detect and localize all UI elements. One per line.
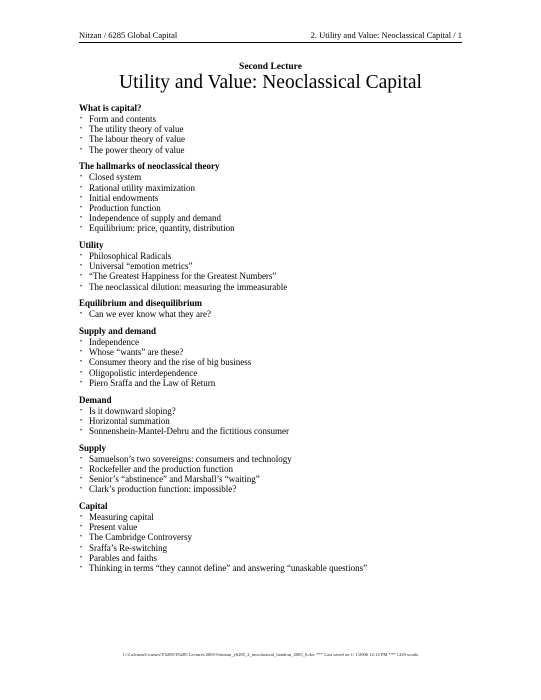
list-item-text: Consumer theory and the rise of big business xyxy=(89,357,252,368)
list-item xyxy=(79,553,469,563)
list-item xyxy=(79,563,469,573)
bullet-icon: • xyxy=(80,136,83,143)
bullet-icon: • xyxy=(80,524,83,531)
list-item xyxy=(79,347,469,357)
outline-section xyxy=(79,501,469,573)
bullet-list xyxy=(79,406,469,437)
bullet-icon: • xyxy=(80,565,83,571)
bullet-list xyxy=(79,114,469,155)
bullet-icon: • xyxy=(80,513,83,520)
outline-section xyxy=(79,326,469,388)
header-right: 2. Utility and Value: Neoclassical Capital / 1 xyxy=(310,30,462,40)
bullet-icon: • xyxy=(80,194,83,201)
bullet-icon: • xyxy=(80,116,83,122)
section-heading: Demand xyxy=(79,394,112,405)
bullet-icon: • xyxy=(80,273,83,280)
list-item-text: Production function xyxy=(89,202,161,213)
list-item-text: Rockefeller and the production function xyxy=(89,463,233,474)
bullet-icon: • xyxy=(80,427,83,434)
list-item xyxy=(79,213,469,223)
bullet-list xyxy=(79,337,469,388)
list-item-text: Whose “wants” are these? xyxy=(89,347,184,358)
list-item xyxy=(79,134,469,144)
outline-section xyxy=(79,443,469,495)
outline-section xyxy=(79,395,469,437)
bullet-icon: • xyxy=(80,263,83,270)
list-item xyxy=(79,114,469,124)
outline-content xyxy=(79,103,469,580)
list-item xyxy=(79,337,469,347)
list-item-text: Independence of supply and demand xyxy=(89,213,221,224)
list-item-text: The Cambridge Controversy xyxy=(89,532,192,543)
list-item-text: Is it downward sloping? xyxy=(89,405,176,416)
list-item xyxy=(79,512,469,522)
section-heading: Supply xyxy=(79,442,107,453)
bullet-icon: • xyxy=(80,225,83,232)
list-item-text: The neoclassical dilution: measuring the immeasurable xyxy=(89,281,288,292)
bullet-list xyxy=(79,454,469,495)
list-item xyxy=(79,474,469,484)
bullet-icon: • xyxy=(80,184,83,191)
bullet-list xyxy=(79,512,469,573)
list-item-text: Sraffa’s Re-switching xyxy=(89,542,168,553)
list-item xyxy=(79,484,469,494)
page-header xyxy=(79,30,462,43)
list-item-text: Horizontal summation xyxy=(89,415,170,426)
list-item-text: Senior’s “abstinence” and Marshall’s “waiting” xyxy=(89,474,260,485)
list-item xyxy=(79,416,469,426)
list-item-text: Piero Sraffa and the Law of Return xyxy=(89,377,216,388)
list-item xyxy=(79,543,469,553)
bullet-icon: • xyxy=(80,126,83,133)
bullet-list xyxy=(79,172,469,233)
bullet-icon: • xyxy=(80,311,83,318)
list-item xyxy=(79,203,469,213)
list-item-text: Universal “emotion metrics” xyxy=(89,261,193,272)
bullet-icon: • xyxy=(80,417,83,424)
list-item-text: Measuring capital xyxy=(89,511,154,522)
list-item xyxy=(79,522,469,532)
list-item-text: Independence xyxy=(89,337,139,348)
list-item-text: Rational utility maximization xyxy=(89,182,195,193)
list-item xyxy=(79,378,469,388)
page-footer: C:\Calcium\Courses\Y6285\Y6285 Lectures 2005-6\nitzan_y6285_2_neoclassical_handout_2005_6.doc *** Last saved on 1/ 1/2006 12:14 PM *** 1229 words xyxy=(122,652,419,657)
outline-section xyxy=(79,298,469,319)
bullet-icon: • xyxy=(80,359,83,366)
list-item-text: Can we ever know what they are? xyxy=(89,309,211,320)
header-left: Nitzan / 6285 Global Capital xyxy=(79,30,178,40)
bullet-icon: • xyxy=(80,544,83,551)
bullet-icon: • xyxy=(80,174,83,181)
list-item-text: The utility theory of value xyxy=(89,124,184,135)
list-item-text: Thinking in terms “they cannot define” and answering “unaskable questions” xyxy=(89,563,368,573)
list-item xyxy=(79,357,469,367)
list-item-text: Initial endowments xyxy=(89,192,159,203)
bullet-icon: • xyxy=(80,455,83,462)
list-item xyxy=(79,145,469,155)
page-title: Utility and Value: Neoclassical Capital xyxy=(119,72,422,93)
section-heading: Supply and demand xyxy=(79,326,157,337)
list-item-text: Philosophical Radicals xyxy=(89,251,172,262)
list-item-text: “The Greatest Happiness for the Greatest Numbers” xyxy=(89,271,277,282)
list-item xyxy=(79,368,469,378)
list-item xyxy=(79,454,469,464)
bullet-icon: • xyxy=(80,486,83,493)
section-heading: Capital xyxy=(79,500,108,511)
bullet-icon: • xyxy=(80,369,83,376)
list-item-text: Oligopolistic interdependence xyxy=(89,367,198,378)
list-item-text: The power theory of value xyxy=(89,144,185,155)
list-item xyxy=(79,124,469,134)
bullet-icon: • xyxy=(80,349,83,356)
outline-section xyxy=(79,161,469,233)
list-item-text: Parables and faiths xyxy=(89,552,157,563)
bullet-icon: • xyxy=(80,283,83,290)
bullet-icon: • xyxy=(80,407,83,414)
bullet-icon: • xyxy=(80,146,83,153)
list-item-text: Equilibrium: price, quantity, distribution xyxy=(89,223,235,234)
list-item xyxy=(79,172,469,182)
list-item-text: The labour theory of value xyxy=(89,134,185,145)
outline-section xyxy=(79,103,469,155)
bullet-list xyxy=(79,309,469,319)
list-item xyxy=(79,532,469,542)
list-item-text: Samuelson’s two sovereigns: consumers and technology xyxy=(89,453,292,464)
list-item xyxy=(79,183,469,193)
bullet-icon: • xyxy=(80,339,83,346)
list-item xyxy=(79,464,469,474)
list-item xyxy=(79,282,469,292)
list-item xyxy=(79,406,469,416)
list-item-text: Form and contents xyxy=(89,114,156,124)
bullet-icon: • xyxy=(80,253,83,260)
list-item-text: Sonnenshein-Mantel-Debru and the fictitious consumer xyxy=(89,425,289,436)
list-item xyxy=(79,271,469,281)
list-item xyxy=(79,223,469,233)
list-item-text: Clark’s production function: impossible? xyxy=(89,484,237,495)
outline-section xyxy=(79,240,469,292)
bullet-icon: • xyxy=(80,476,83,483)
list-item xyxy=(79,309,469,319)
list-item-text: Present value xyxy=(89,522,138,533)
list-item-text: Closed system xyxy=(89,172,142,183)
list-item xyxy=(79,251,469,261)
lecture-subtitle: Second Lecture xyxy=(239,62,302,72)
bullet-icon: • xyxy=(80,554,83,561)
bullet-icon: • xyxy=(80,534,83,541)
list-item xyxy=(79,261,469,271)
section-heading: Utility xyxy=(79,240,104,251)
bullet-icon: • xyxy=(80,465,83,472)
list-item xyxy=(79,193,469,203)
bullet-icon: • xyxy=(80,379,83,386)
bullet-icon: • xyxy=(80,204,83,211)
list-item xyxy=(79,426,469,436)
bullet-icon: • xyxy=(80,215,83,222)
bullet-list xyxy=(79,251,469,292)
section-heading: The hallmarks of neoclassical theory xyxy=(79,161,220,172)
section-heading: Equilibrium and disequilibrium xyxy=(79,298,203,309)
section-heading: What is capital? xyxy=(79,103,142,113)
